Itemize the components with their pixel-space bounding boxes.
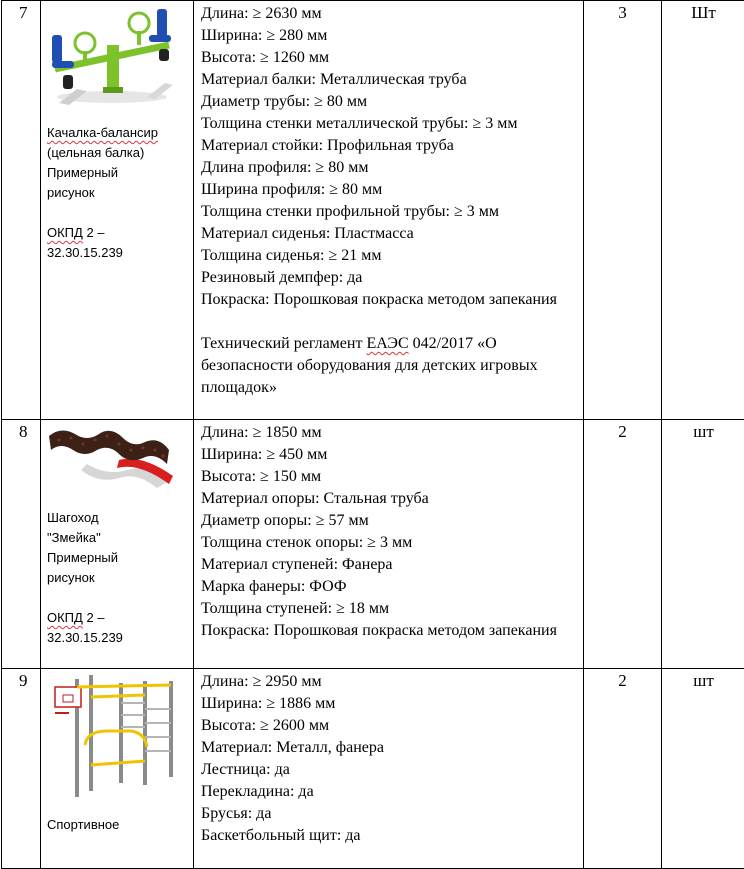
- spec-list: [201, 422, 579, 642]
- spec-line: Материал балки: Металлическая труба: [201, 69, 579, 91]
- spec-cell: [194, 1, 584, 420]
- sports-complex-image: [47, 673, 177, 801]
- spec-line: Толщина стенки металлической трубы: ≥ 3 мм: [201, 113, 579, 135]
- spec-line: Толщина стенок опоры: ≥ 3 мм: [201, 532, 579, 554]
- spec-line: Марка фанеры: ФОФ: [201, 576, 579, 598]
- spec-line: Длина: ≥ 1850 мм: [201, 422, 579, 444]
- spec-line: Ширина профиля: ≥ 80 мм: [201, 179, 579, 201]
- spec-line: Высота: ≥ 1260 мм: [201, 47, 579, 69]
- item-name: Качалка-балансир: [47, 123, 193, 143]
- table-row: [2, 1, 744, 420]
- spec-line: Высота: ≥ 2600 мм: [201, 715, 579, 737]
- spec-line: Материал: Металл, фанера: [201, 737, 579, 759]
- table-row: [2, 420, 744, 669]
- spec-line: Длина профиля: ≥ 80 мм: [201, 157, 579, 179]
- spec-line: Материал опоры: Стальная труба: [201, 488, 579, 510]
- spec-line: Толщина ступеней: ≥ 18 мм: [201, 598, 579, 620]
- okpd-label: ОКПД 2 –: [47, 223, 193, 243]
- spec-cell: [194, 669, 584, 869]
- spec-line: Резиновый демпфер: да: [201, 267, 579, 289]
- spec-line: Диаметр трубы: ≥ 80 мм: [201, 91, 579, 113]
- spec-line: Толщина стенки профильной трубы: ≥ 3 мм: [201, 201, 579, 223]
- spec-list: [201, 3, 579, 311]
- spec-line: Ширина: ≥ 450 мм: [201, 444, 579, 466]
- okpd-code: 32.30.15.239: [47, 243, 193, 263]
- spec-line: Брусья: да: [201, 803, 579, 825]
- seesaw-image: [47, 5, 177, 109]
- quantity: 2: [584, 420, 662, 669]
- spec-line: Ширина: ≥ 1886 мм: [201, 693, 579, 715]
- spec-line: Покраска: Порошковая покраска методом запекания: [201, 289, 579, 311]
- stepping-snake-image: [47, 424, 177, 494]
- item-cell: [41, 420, 194, 669]
- quantity: 2: [584, 669, 662, 869]
- spec-line: Длина: ≥ 2630 мм: [201, 3, 579, 25]
- item-name: Спортивное: [47, 815, 193, 835]
- spec-line: Материал ступеней: Фанера: [201, 554, 579, 576]
- item-cell: [41, 669, 194, 869]
- spec-list: [201, 671, 579, 847]
- spec-line: Лестница: да: [201, 759, 579, 781]
- spec-line: Материал стойки: Профильная труба: [201, 135, 579, 157]
- spec-line: Высота: ≥ 150 мм: [201, 466, 579, 488]
- regulation-text: Технический регламент ЕАЭС 042/2017 «О безопасности оборудования для детских игровых площадок»: [201, 333, 579, 399]
- item-note: Примерный: [47, 163, 193, 183]
- spec-line: Баскетбольный щит: да: [201, 825, 579, 847]
- spec-line: Диаметр опоры: ≥ 57 мм: [201, 510, 579, 532]
- row-number: 9: [2, 669, 41, 869]
- spec-line: Толщина сиденья: ≥ 21 мм: [201, 245, 579, 267]
- unit: шт: [662, 420, 744, 669]
- item-cell: [41, 1, 194, 420]
- spec-cell: [194, 420, 584, 669]
- unit: шт: [662, 669, 744, 869]
- okpd-label: ОКПД 2 –: [47, 608, 193, 628]
- spec-line: Длина: ≥ 2950 мм: [201, 671, 579, 693]
- spec-line: Ширина: ≥ 280 мм: [201, 25, 579, 47]
- okpd-code: 32.30.15.239: [47, 628, 193, 648]
- unit: Шт: [662, 1, 744, 420]
- spec-line: Перекладина: да: [201, 781, 579, 803]
- item-name-line2: (цельная балка): [47, 143, 193, 163]
- equipment-table: [1, 0, 744, 869]
- spec-line: Покраска: Порошковая покраска методом запекания: [201, 620, 579, 642]
- table-row: [2, 669, 744, 869]
- item-name-line2: "Змейка": [47, 528, 193, 548]
- quantity: 3: [584, 1, 662, 420]
- spec-line: Материал сиденья: Пластмасса: [201, 223, 579, 245]
- row-number: 8: [2, 420, 41, 669]
- item-name: Шагоход: [47, 508, 193, 528]
- item-note: Примерный: [47, 548, 193, 568]
- row-number: 7: [2, 1, 41, 420]
- item-note-line2: рисунок: [47, 568, 193, 588]
- item-note-line2: рисунок: [47, 183, 193, 203]
